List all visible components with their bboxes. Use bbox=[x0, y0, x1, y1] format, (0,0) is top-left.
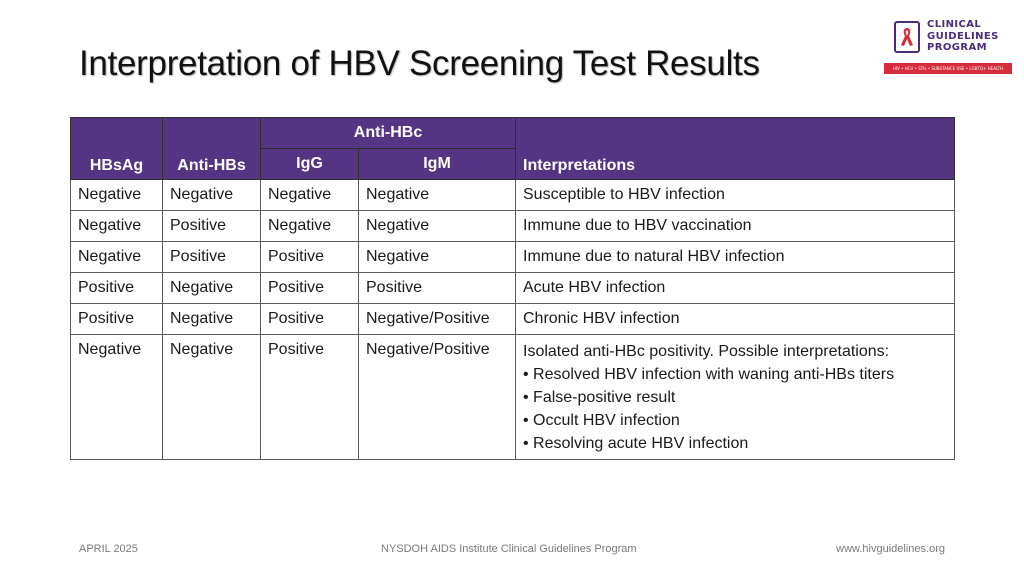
cell-hbsag: Negative bbox=[71, 335, 163, 460]
cell-anti-hbs: Negative bbox=[163, 273, 261, 304]
table-row bbox=[71, 180, 955, 211]
cell-hbsag: Negative bbox=[71, 180, 163, 211]
logo-tagline: HIV • HCV • STIs • SUBSTANCE USE • LGBTQ+ HEALTH bbox=[884, 63, 1012, 74]
cell-igg: Positive bbox=[261, 242, 359, 273]
cell-interpretation: Susceptible to HBV infection bbox=[516, 180, 955, 211]
header-igm: IgM bbox=[359, 149, 516, 180]
footer-date: APRIL 2025 bbox=[79, 543, 138, 555]
cell-anti-hbs: Negative bbox=[163, 335, 261, 460]
clinical-guidelines-logo bbox=[884, 17, 1012, 77]
header-anti-hbs: Anti-HBs bbox=[163, 118, 261, 180]
cell-hbsag: Negative bbox=[71, 211, 163, 242]
cell-anti-hbs: Positive bbox=[163, 211, 261, 242]
cell-anti-hbs: Negative bbox=[163, 304, 261, 335]
interpretation-line: • Resolved HBV infection with waning anti-HBs titers bbox=[523, 366, 895, 383]
logo-line-2: GUIDELINES bbox=[927, 30, 999, 42]
cell-hbsag: Positive bbox=[71, 304, 163, 335]
cell-igm: Negative bbox=[359, 242, 516, 273]
cell-interpretation: Immune due to HBV vaccination bbox=[516, 211, 955, 242]
slide-title: Interpretation of HBV Screening Test Results bbox=[79, 44, 760, 83]
cell-igg: Positive bbox=[261, 335, 359, 460]
cell-interpretation: Chronic HBV infection bbox=[516, 304, 955, 335]
cell-igg: Positive bbox=[261, 304, 359, 335]
cell-interpretation bbox=[516, 335, 955, 460]
cell-igm: Negative bbox=[359, 211, 516, 242]
footer-url: www.hivguidelines.org bbox=[836, 543, 945, 555]
footer-program: NYSDOH AIDS Institute Clinical Guidelines Program bbox=[381, 543, 637, 555]
table-row bbox=[71, 335, 955, 460]
logo-line-3: PROGRAM bbox=[927, 42, 987, 53]
cell-igm: Negative/Positive bbox=[359, 335, 516, 460]
interpretation-line: • False-positive result bbox=[523, 389, 676, 406]
logo-line-1: CLINICAL bbox=[927, 19, 982, 30]
cell-igg: Negative bbox=[261, 211, 359, 242]
interpretation-line: • Resolving acute HBV infection bbox=[523, 435, 749, 452]
cell-interpretation: Acute HBV infection bbox=[516, 273, 955, 304]
cell-igg: Negative bbox=[261, 180, 359, 211]
header-hbsag: HBsAg bbox=[71, 118, 163, 180]
interpretation-line: Isolated anti-HBc positivity. Possible interpretations: bbox=[523, 343, 890, 360]
cell-anti-hbs: Positive bbox=[163, 242, 261, 273]
ribbon-icon bbox=[894, 21, 920, 53]
cell-hbsag: Negative bbox=[71, 242, 163, 273]
header-anti-hbc: Anti-HBc bbox=[261, 118, 516, 149]
table-row bbox=[71, 273, 955, 304]
header-igg: IgG bbox=[261, 149, 359, 180]
cell-hbsag: Positive bbox=[71, 273, 163, 304]
cell-igm: Negative bbox=[359, 180, 516, 211]
cell-anti-hbs: Negative bbox=[163, 180, 261, 211]
cell-igm: Negative/Positive bbox=[359, 304, 516, 335]
cell-igm: Positive bbox=[359, 273, 516, 304]
interpretation-line: • Occult HBV infection bbox=[523, 412, 680, 429]
cell-interpretation: Immune due to natural HBV infection bbox=[516, 242, 955, 273]
logo-wordmark bbox=[927, 19, 999, 54]
header-interpretations: Interpretations bbox=[516, 118, 955, 180]
table-row bbox=[71, 211, 955, 242]
table-row bbox=[71, 242, 955, 273]
cell-igg: Positive bbox=[261, 273, 359, 304]
hbv-results-table bbox=[70, 117, 955, 460]
table-row bbox=[71, 304, 955, 335]
